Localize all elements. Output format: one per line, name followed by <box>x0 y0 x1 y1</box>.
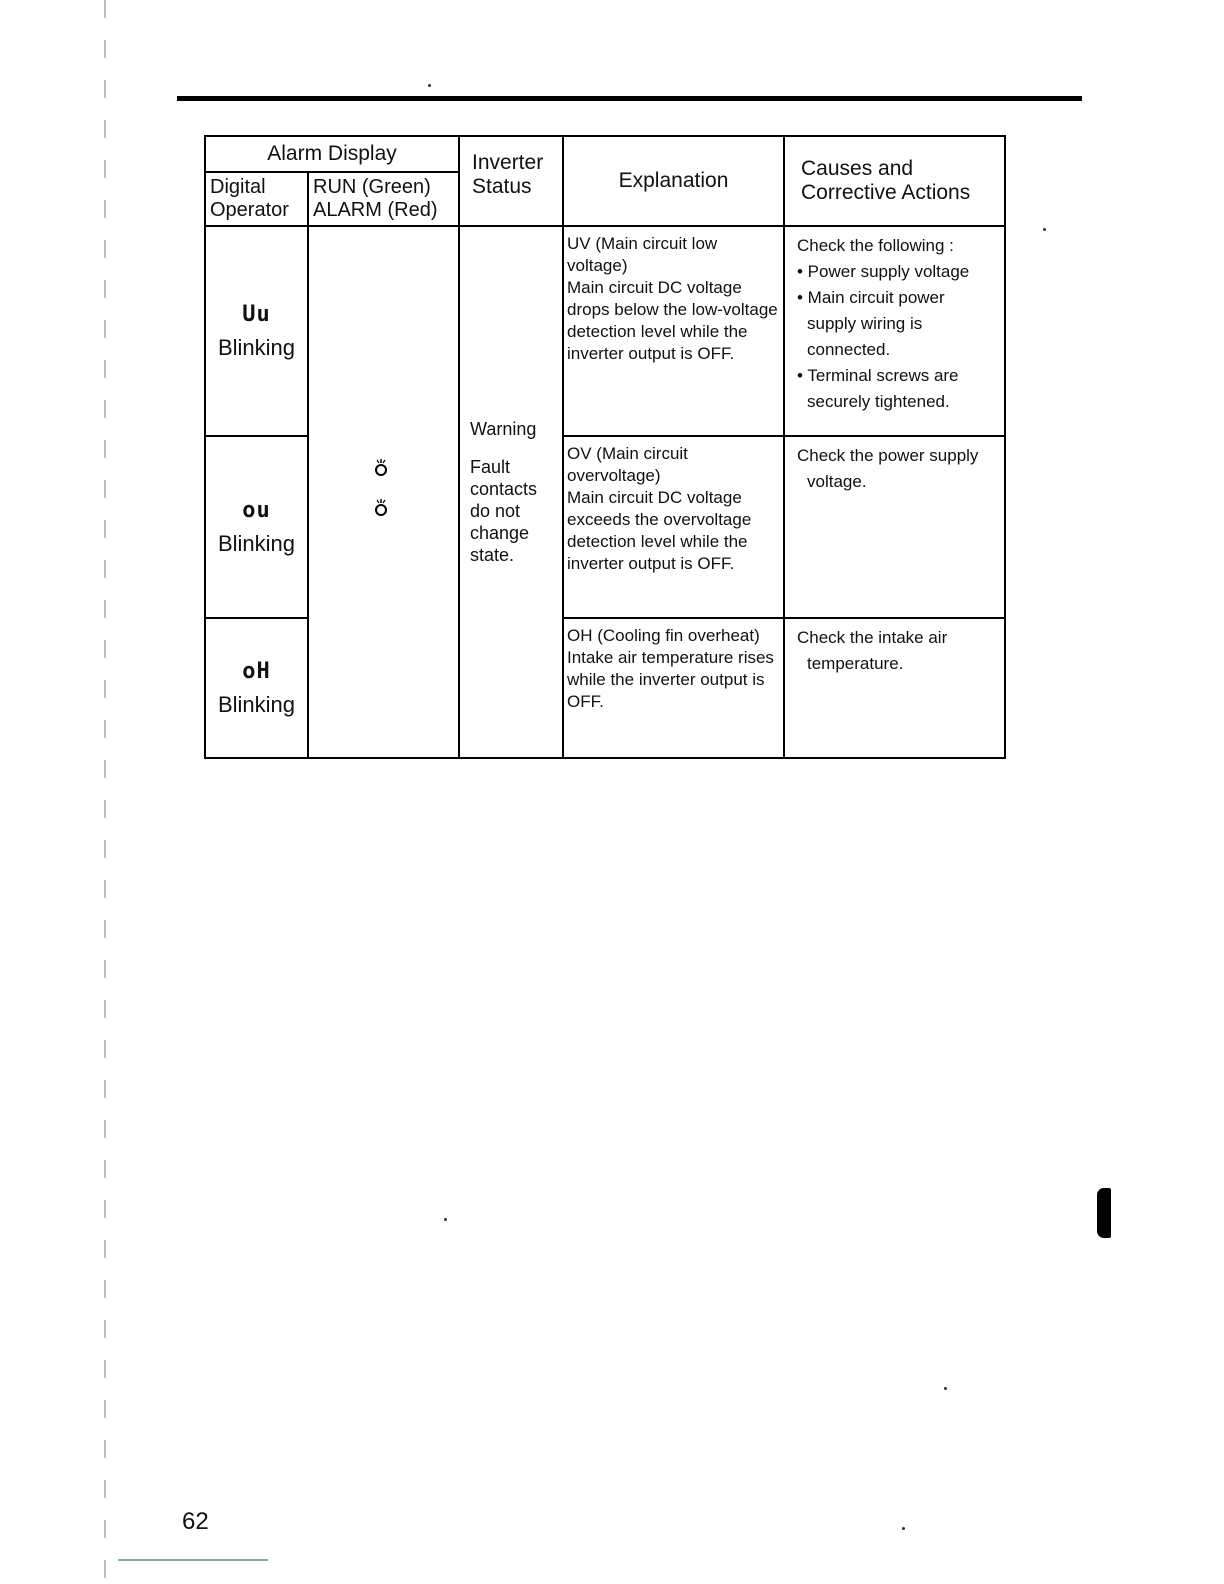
cause-intro: Check the following : <box>797 236 954 255</box>
speck <box>1043 228 1046 231</box>
speck <box>944 1387 947 1390</box>
cause-item: • Power supply voltage <box>797 262 970 281</box>
explanation-text: Main circuit DC voltage drops below the low-voltage detection level while the inverter output is OFF. <box>567 278 778 363</box>
explanation-text: Main circuit DC voltage exceeds the overvoltage detection level while the inverter output is OFF. <box>567 488 752 573</box>
speck <box>428 84 431 87</box>
alarm-code: OV (Main circuit overvoltage) <box>567 444 688 485</box>
alarm-code: OH (Cooling fin overheat) <box>567 626 760 645</box>
explanation-cell <box>563 618 784 758</box>
speck <box>902 1527 905 1530</box>
segment-display: ou <box>242 497 271 523</box>
speck <box>444 1218 447 1221</box>
blinking-label: Blinking <box>217 334 296 360</box>
cause-item: • Main circuit power supply wiring is connected. <box>797 288 945 359</box>
cause-intro: Check the intake air temperature. <box>797 628 948 673</box>
margin-guide <box>104 0 106 1584</box>
status-warning: Warning <box>470 419 537 439</box>
segment-display: Uu <box>242 301 271 327</box>
inverter-status-header: Inverter Status <box>459 136 563 226</box>
run-led-icon <box>374 457 390 479</box>
run-alarm-header: RUN (Green) ALARM (Red) <box>308 172 459 226</box>
cause-item: • Terminal screws are securely tightened. <box>797 366 959 411</box>
blinking-label: Blinking <box>217 691 296 717</box>
segment-display: oH <box>242 658 271 684</box>
margin-mark <box>1097 1188 1111 1238</box>
causes-cell <box>784 436 1005 618</box>
cause-intro: Check the power supply voltage. <box>797 446 979 491</box>
alarm-code: UV (Main circuit low voltage) <box>567 234 718 275</box>
footer-rule <box>118 1559 268 1561</box>
explanation-cell <box>563 226 784 436</box>
digital-display-cell <box>205 618 308 758</box>
causes-header: Causes and Corrective Actions <box>784 136 1005 226</box>
explanation-cell <box>563 436 784 618</box>
digital-display-cell <box>205 226 308 436</box>
causes-cell <box>784 618 1005 758</box>
top-rule <box>177 96 1082 101</box>
blinking-label: Blinking <box>217 530 296 556</box>
digital-display-cell <box>205 436 308 618</box>
status-detail: Fault contacts do not change state. <box>470 457 538 565</box>
digital-operator-header: Digital Operator <box>205 172 308 226</box>
causes-cell <box>784 226 1005 436</box>
alarm-table <box>204 135 1006 759</box>
explanation-header: Explanation <box>563 136 784 226</box>
alarm-led-icon <box>374 497 390 519</box>
run-alarm-cell <box>308 226 459 758</box>
inverter-status-cell <box>459 226 563 758</box>
alarm-display-header: Alarm Display <box>205 136 459 172</box>
page-number: 62 <box>182 1508 209 1535</box>
table-row <box>205 226 1005 436</box>
explanation-text: Intake air temperature rises while the inverter output is OFF. <box>567 648 774 711</box>
